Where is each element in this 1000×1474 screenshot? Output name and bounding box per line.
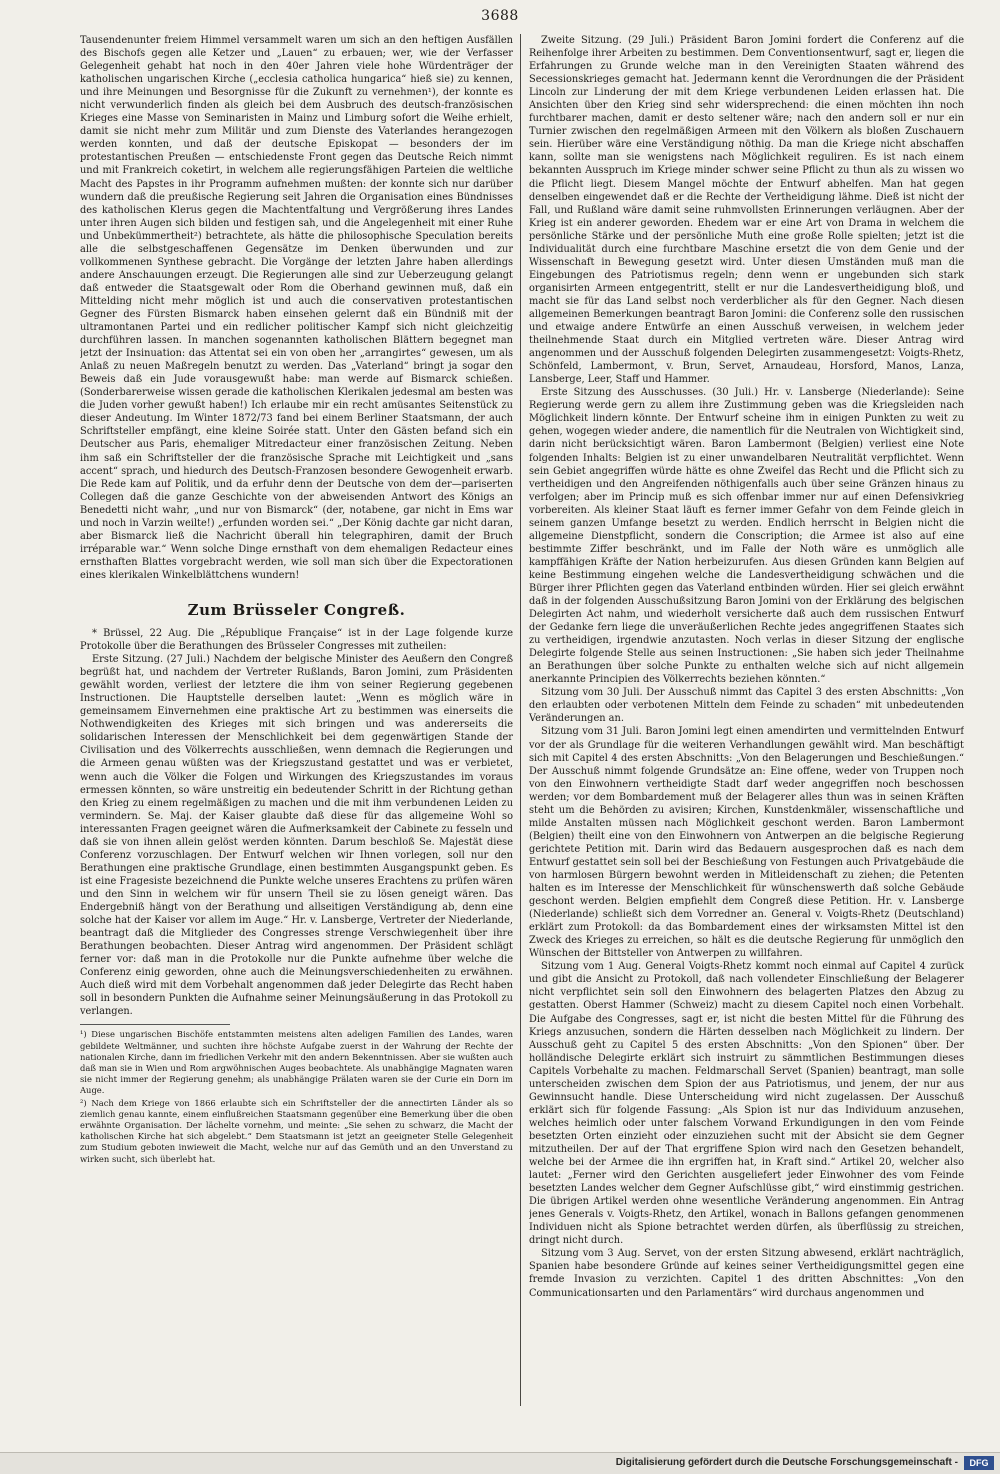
protocol-paragraph: Sitzung vom 3 Aug. Servet, von der ersten Sitzung abwesend, erklärt nachträglich, Spanien habe besondere Gründe auf keines seiner Vertheidigungsmittel gegen eine fremde Invasion zu verzichten. Capitel 1 des dritten Abschnittes: „Von den Communicationsarten und den Parlamentärs“ wird durchaus angenommen und bbox=[529, 1248, 964, 1299]
footnotes bbox=[80, 1029, 513, 1164]
section-heading: Zum Brüsseler Congreß. bbox=[187, 600, 406, 619]
page-number: 3688 bbox=[481, 8, 519, 24]
footnote-1: ¹) Diese ungarischen Bischöfe entstammten meistens alten adeligen Familien des Landes, waren gebildete Weltmänner, und suchten ihre höchste Aufgabe zuerst in der Wahrung der Rechte der nationalen Kirche, dann im friedlichen Verkehr mit den andern Bekenntnissen. Aber sie wußten auch daß man sie in Wien und Rom argwöhnischen Auges beobachtete. Als unabhängige Magnaten waren sie nicht immer der Regierung genehm; als unabhängige Prälaten waren sie der Curie ein Dorn im Auge. bbox=[80, 1029, 513, 1096]
footer-bar bbox=[0, 1452, 1000, 1474]
article-text-paragraph: Tausendenunter freiem Himmel versammelt waren um sich an den heftigen Ausfällen des Bischofs gegen alle Ketzer und „Lauen“ zu erbauen; wer, wie der Verfasser Gelegenheit gehabt hat noch in den 40er Jahren viele hohe Würdenträger der katholischen ungarischen Kirche („ecclesia catholica hungarica“ hieß sie) zu kennen, und ihre Meinungen und Besorgnisse für die Zukunft zu vernehmen¹), der konnte es nicht verwunderlich finden als gleich bei dem Ausbruch des deutsch-französischen Krieges eine Masse von Seminaristen in Mainz und Limburg sofort die Weihe erhielt, damit sie nicht mehr zum Militär und zum Dienste des Vaterlandes herangezogen werden konnten, und daß der deutsche Episkopat — besonders der im protestantischen Preußen — entschiedenste Front gegen das Deutsche Reich nimmt und mit Frankreich coketirt, in welchem alle regierungsfähigen Parteien die weltliche Macht des Papstes in ihr Programm aufnehmen mußten: der konnte sich nur darüber wundern daß die preußische Regierung seit Jahren die Organisation eines Bündnisses des katholischen Klerus gegen die Machtentfaltung und Vergrößerung ihres Landes unter ihren Augen sich bilden und festigen sah, und die Angelegenheit mit einer Ruhe und Unbekümmertheit²) betrachtete, als hätte die philosophische Speculation bereits alle die selbstgeschaffenen Gegensätze im Denken überwunden und zur vollkommenen Synthese gebracht. Die Vorgänge der letzten Jahre haben allerdings andere Anschauungen erzeugt. Die Regierungen alle sind zur Ueberzeugung gelangt daß entweder die Staatsgewalt oder Rom die Oberhand gewinnen muß, daß ein Mittelding nicht mehr möglich ist und auch die conservativen protestantischen Gegner des Fürsten Bismarck haben einsehen gelernt daß ein Bündniß mit der ultramontanen Partei und ein redlicher politischer Kampf sich nicht gleichzeitig durchführen lassen. In manchen sogenannten katholischen Blättern begegnet man jetzt der Insinuation: das Attentat sei ein von oben her „arrangirtes“ gewesen, um als Anlaß zu neuen Maßregeln benutzt zu werden. Das „Vaterland“ bringt ja sogar den Beweis daß ein Jude vorausgewußt habe: man werde auf Bismarck schießen. (Sonderbarerweise wissen gerade die katholischen Klerikalen jedesmal am besten was die Juden vorher gewußt haben!) Ich erlaube mir ein recht amüsantes Seitenstück zu dieser Andeutung. Im Winter 1872/73 fand bei einem Berliner Staatsmann, der auch Schriftsteller empfängt, eine kleine Soirée statt. Unter den Gästen befand sich ein Deutscher aus Paris, ehemaliger Mitredacteur einer französischen Zeitung. Neben ihm saß ein Schriftsteller der die französische Sprache mit Leichtigkeit und „sans accent“ sprach, und hiedurch des Deutsch-Franzosen besondere Gewogenheit erwarb. Die Rede kam auf Politik, und da erfuhr denn der Deutsche von dem der—pariserten Collegen daß die ganze Geschichte von der abweisenden Antwort des Königs an Benedetti nicht wahr, „und nur von Bismarck“ (der, notabene, gar nicht in Ems war und noch in Varzin weilte!) „erfunden worden sei.“ „Der König dachte gar nicht daran, aber Bismarck ließ die Nachricht überall hin telegraphiren, damit der Bruch irréparable war.“ Wenn solche Dinge ernsthaft von dem ehemaligen Redacteur eines ernsthaften Blattes vorgebracht werden, wie soll man sich über die Expectorationen eines klerikalen Winkelblättchens wundern! bbox=[80, 35, 513, 581]
left-column bbox=[80, 34, 513, 1406]
right-column bbox=[529, 34, 964, 1406]
dfg-logo: DFG bbox=[964, 1456, 994, 1470]
protocol-paragraph: Sitzung vom 31 Juli. Baron Jomini legt einen amendirten und vermittelnden Entwurf vor der als Grundlage für die weiteren Verhandlungen gewählt wird. Man beschäftigt sich mit Capitel 4 des ersten Abschnitts: „Von den Belagerungen und Beschießungen.“ Der Ausschuß nimmt folgende Grundsätze an: Eine offene, weder von Truppen noch von den Einwohnern vertheidigte Stadt darf weder angegriffen noch beschossen werden; vor dem Bombardement muß der Belagerer alles thun was in seinen Kräften steht um die Behörden zu avisiren; Kirchen, Kunstdenkmäler, wissenschaftliche und milde Anstalten müssen nach Möglichkeit geschont werden. Baron Lambermont (Belgien) theilt eine von den Einwohnern von Antwerpen an die belgische Regierung gerichtete Petition mit. Darin wird das Bedauern ausgesprochen daß es nach dem Entwurf gestattet sein soll bei der Beschießung von Festungen auch Privatgebäude die von harmlosen Bürgern bewohnt werden in Mitleidenschaft zu ziehen; die Petenten halten es im Interesse der Menschlichkeit für wünschenswerth daß solche Gebäude geschont werden. Belgien empfiehlt dem Congreß diese Petition. Hr. v. Lansberge (Niederlande) schließt sich dem Vorredner an. General v. Voigts-Rhetz (Deutschland) erklärt zum Protokoll: da das Bombardement eines der wirksamsten Mittel ist den Zweck des Krieges zu erreichen, so hält es die deutsche Regierung für unmöglich den Wünschen der Bittsteller von Antwerpen zu willfahren. bbox=[529, 726, 964, 960]
protocol-paragraph: Erste Sitzung des Ausschusses. (30 Juli.) Hr. v. Lansberge (Niederlande): Seine Regierung werde gern zu allem ihre Zustimmung geben was die Kriegsleiden nach Möglichkeit lindern könnte. Der Entwurf scheine ihm in einigen Punkten zu weit zu gehen, wogegen wieder andere, die namentlich für die Neutralen von Wichtigkeit sind, darin nicht berücksichtigt wären. Baron Lambermont (Belgien) verliest eine Note folgenden Inhalts: Belgien ist zu einer unwandelbaren Neutralität verpflichtet. Wenn sein Gebiet angegriffen würde hätte es ohne Zweifel das Recht und die Pflicht sich zu vertheidigen und den Angreifenden nöthigenfalls auch über seine Gränzen hinaus zu verfolgen; aber im Princip muß es sich offenbar immer nur auf einen Defensivkrieg vorbereiten. Als kleiner Staat läuft es ferner immer Gefahr von dem Feinde gleich in seinem ganzen Umfange besetzt zu werden. Endlich herrscht in Belgien nicht die allgemeine Dienstpflicht, sondern die Conscription; die Armee ist also auf eine bestimmte Ziffer beschränkt, und im Falle der Noth wäre es unmöglich alle kampffähigen Kräfte der Nation herbeizurufen. Aus diesen Gründen kann Belgien auf keine Bestimmung eingehen welche die Landesvertheidigung schwächen und die Bürger ihrer Pflichten gegen das Vaterland entbinden würden. Hier sei gleich erwähnt daß in der folgenden Ausschußsitzung Baron Jomini von der Erklärung des belgischen Delegirten Act nahm, und wiederholt versicherte daß auch dem russischen Entwurf der Gedanke fern liege die unveräußerlichen Rechte jedes angegriffenen Staates sich zu vertheidigen, irgendwie anzutasten. Noch verlas in dieser Sitzung der englische Delegirte folgende Stelle aus seinen Instructionen: „Sie haben sich jeder Theilnahme an Berathungen über solche Punkte zu enthalten welche sich auf nicht allgemein anerkannte Principien des Völkerrechts beziehen könnten.“ bbox=[529, 387, 964, 686]
footnote-rule bbox=[80, 1024, 230, 1025]
protocol-paragraph: Zweite Sitzung. (29 Juli.) Präsident Baron Jomini fordert die Conferenz auf die Reihenfolge ihrer Arbeiten zu bestimmen. Dem Conventionsentwurf, sagt er, liegen die Erfahrungen zu Grunde welche man in den Vereinigten Staaten während des Secessionskrieges gemacht hat. Jedermann kennt die Verordnungen die der Präsident Lincoln zur Linderung der mit dem Kriege verbundenen Leiden erlassen hat. Die Ansichten über den Krieg sind sehr widersprechend: die einen möchten ihn noch furchtbarer machen, damit er desto seltener wäre; nach den andern soll er nur ein Turnier zwischen den regelmäßigen Armeen mit den Völkern als bloßen Zuschauern sein. Hierüber wäre eine Verständigung nöthig. Da man die Kriege nicht abschaffen kann, sollte man sie wenigstens nach Möglichkeit reguliren. Es ist nach einem bekannten Ausspruch im Kriege minder schwer seine Pflicht zu thun als zu wissen wo die Pflicht liegt. Diesem Mangel möchte der Entwurf abhelfen. Man hat gegen denselben eingewendet daß er die Rechte der Vertheidigung lähme. Dieß ist nicht der Fall, und Rußland wäre damit seine ruhmvollsten Erinnerungen verläugnen. Aber der Krieg ist ein anderer geworden. Ehedem war er eine Art von Drama in welchem die persönliche Stärke und der persönliche Muth eine große Rolle spielten; jetzt ist die Individualität durch eine furchtbare Maschine ersetzt die von dem Genie und der Wissenschaft in Bewegung gesetzt wird. Unter diesen Umständen muß man die Eingebungen des Patriotismus regeln; denn wenn er ungebunden sich stark organisirten Armeen entgegentritt, stellt er nur die Landesvertheidigung bloß, und macht sie für das Land selbst noch verderblicher als für den Gegner. Nach diesen allgemeinen Bemerkungen beantragt Baron Jomini: die Conferenz solle den russischen und etwaige andere Entwürfe an einen Ausschuß verweisen, in welchem jeder theilnehmende Staat durch ein Mitglied vertreten wäre. Dieser Antrag wird angenommen und der Ausschuß folgenden Delegirten zusammengesetzt: Voigts-Rhetz, Schönfeld, Lambermont, v. Brun, Servet, Arnaudeau, Horsford, Manos, Lanza, Lansberge, Leer, Staff und Hammer. bbox=[529, 35, 964, 386]
digitization-credit: Digitalisierung gefördert durch die Deutsche Forschungsgemeinschaft - bbox=[615, 1457, 958, 1468]
protocol-paragraph: Sitzung vom 1 Aug. General Voigts-Rhetz kommt noch einmal auf Capitel 4 zurück und gibt die Ansicht zu Protokoll, daß nach vollendeter Einschließung der Belagerer nicht verpflichtet sein soll den Einwohnern des belagerten Platzes den Abzug zu gestatten. Oberst Hammer (Schweiz) macht zu diesem Capitel noch einen Vorbehalt. Die Aufgabe des Congresses, sagt er, ist nicht die besten Mittel für die Führung des Kriegs anzusuchen, sondern die Härten desselben nach Möglichkeit zu lindern. Der Ausschuß geht zu Capitel 5 des ersten Abschnitts: „Von den Spionen“ über. Der holländische Delegirte erklärt sich instruirt zu sämmtlichen Bestimmungen dieses Capitels Vorbehalte zu machen. Feldmarschall Servet (Spanien) beantragt, man solle unterscheiden zwischen dem Spion der aus Patriotismus, und jenem, der nur aus Gewinnsucht handle. Diese Unterscheidung wird nicht zugelassen. Der Ausschuß erklärt sich für folgende Fassung: „Als Spion ist nur das Individuum anzusehen, welches heimlich oder unter falschem Vorwand Erkundigungen in den vom Feinde besetzten Orten einzieht oder einzuziehen sucht mit der Absicht sie dem Gegner mitzutheilen. Der auf der That ergriffene Spion wird nach den Gesetzen behandelt, welche bei der Armee die ihn ergriffen hat, in Kraft sind.“ Artikel 20, welcher also lautet: „Ferner wird den Gerichten ausgeliefert jeder Einwohner des vom Feinde besetzten Landes welcher dem Gegner Aufschlüsse gibt,“ wird einstimmig gestrichen. Die übrigen Artikel werden ohne wesentliche Veränderung angenommen. Ein Antrag jenes Generals v. Voigts-Rhetz, den Artikel, wonach in Ballons gefangen genommenen Individuen nicht als Spione betrachtet werden dürfen, als überflüssig zu streichen, dringt nicht durch. bbox=[529, 961, 964, 1247]
protocol-paragraph: Sitzung vom 30 Juli. Der Ausschuß nimmt das Capitel 3 des ersten Abschnitts: „Von den erlaubten oder verbotenen Mitteln dem Feinde zu schaden“ mit unbedeutenden Veränderungen an. bbox=[529, 687, 964, 725]
footnote-2: ²) Nach dem Kriege von 1866 erlaubte sich ein Schriftsteller der die annectirten Länder als so ziemlich genau kannte, einem einflußreichen Staatsmann gegenüber eine Bemerkung über die oben erwähnte Organisation. Der lächelte vornehm, und meinte: „Sie sehen zu schwarz, die Macht der katholischen Kirche hat sich abgelebt.“ Dem Staatsmann ist jetzt an geeigneter Stelle Gelegenheit zum Studium geboten inwieweit die Macht, welche nur auf das Gemüth und an den Unverstand zu wirken sucht, sich überlebt hat. bbox=[80, 1097, 513, 1164]
column-divider bbox=[520, 34, 521, 1406]
protocol-paragraph: Erste Sitzung. (27 Juli.) Nachdem der belgische Minister des Aeußern den Congreß begrüßt hat, und nachdem der Vertreter Rußlands, Baron Jomini, zum Präsidenten gewählt worden, verliest der letztere die ihm von seiner Regierung gegebenen Instructionen. Die Hauptstelle derselben lautet: „Wenn es möglich wäre in gemeinsamem Einvernehmen eine praktische Art zu bestimmen was einerseits die Nothwendigkeiten des Krieges mit sich bringen und was andererseits die solidarischen Interessen der Menschlichkeit bei dem gegenwärtigen Stande der Civilisation und des Völkerrechts ausschließen, wenn demnach die Regierungen und die Armeen genau wüßten was der Kriegszustand gestattet und was er verbietet, wenn auch die Völker die Folgen und Wirkungen des Kriegszustandes im voraus ermessen könnten, so wäre unstreitig ein bedeutender Schritt in der Richtung gethan den Krieg zu einem regelmäßigen zu machen und die mit ihm verbundenen Leiden zu vermindern. Se. Maj. der Kaiser glaubte daß diese für das allgemeine Wohl so interessanten Fragen geeignet wären die Aufmerksamkeit der Cabinete zu fesseln und daß sie von ihnen allein gelöst werden könnten. Darum beschloß Se. Majestät diese Conferenz vorzuschlagen. Der Entwurf welchen wir Ihnen vorlegen, soll nur den Berathungen eine praktische Grundlage, einen bestimmten Ausgangspunkt geben. Es ist eine Fragesiste bezeichnend die Punkte welche unseres Erachtens zu prüfen wären und den Sinn in welchem wir für unsern Theil sie zu lösen geneigt wären. Das Endergebniß hängt von der Berathung und allseitigen Verständigung ab, denn eine solche hat der Kaiser vor allem im Auge.“ Hr. v. Lansberge, Vertreter der Niederlande, beantragt daß die Mitglieder des Congresses strenge Verschwiegenheit über ihre Berathungen beobachten. Dieser Antrag wird angenommen. Der Präsident schlägt ferner vor: daß man in die Protokolle nur die Punkte aufnehme über welche die Conferenz einig geworden, ohne auch die Meinungsverschiedenheiten zu erwähnen. Auch dieß wird mit dem Vorbehalt angenommen daß jeder Delegirte das Recht haben soll in besondern Punkten die Aufnahme seiner Meinungsäußerung in das Protokoll zu verlangen. bbox=[80, 654, 513, 1018]
article-intro-paragraph: * Brüssel, 22 Aug. Die „République Française“ ist in der Lage folgende kurze Protokolle über die Berathungen des Brüsseler Congresses mit zutheilen: bbox=[80, 628, 513, 653]
